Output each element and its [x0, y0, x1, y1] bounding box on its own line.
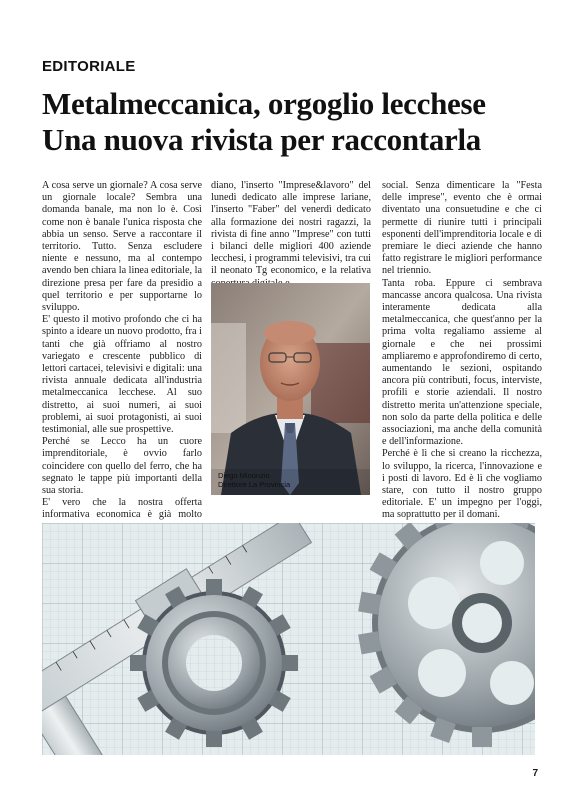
gears-caliper-image — [42, 523, 535, 755]
page-number: 7 — [532, 768, 538, 779]
paragraph: A cosa serve un giornale? A cosa serve un giornale locale? Sembra una domanda banale, ma non lo è. Così come non è banale l'unica risposta che abbia un senso. Serve a raccontare il territorio. Tutto. Senza escludere niente e nessuno, ma al contempo avendo ben chiara la linea editoriale, la direzione presa per fare da presidio a quel territorio e per supportarne lo sviluppo. — [42, 180, 202, 314]
paragraph: E' vero che la nostra offerta informativa economica è già molto — [42, 497, 202, 521]
paragraph: Tanta roba. Eppure ci sembrava mancasse ancora qualcosa. Una rivista interamente dedicata alla metalmeccanica, che quest'anno per la prima volta regaliamo assieme al giornale e che nei prossimi ampliaremo e approfondiremo di certo, aumentando le sezioni, ospitando ancora più contributi, focus, interviste, profili e storie aziendali. Il nostro distretto merita un'attenzione speciale, non solo da parte della politica e delle associazioni, ma anche della comunità e dell'informazione. — [382, 277, 542, 448]
headline-line-2: Una nuova rivista per raccontarla — [42, 122, 481, 157]
article-column-2 — [211, 180, 371, 290]
paragraph: Perché è lì che si creano la ricchezza, lo sviluppo, la ricerca, l'innovazione e i posti di lavoro. Ed è lì che vogliamo stare, con tutto il nostro gruppo editoriale. E' un impegno per l'oggi, ma soprattutto per il domani. — [382, 448, 542, 521]
section-kicker: EDITORIALE — [42, 58, 136, 75]
caption-role: Direttore La Provincia — [218, 480, 291, 489]
paragraph: social. Senza dimenticare la "Festa delle imprese", evento che è ormai diventato una consuetudine e che ci permette di riunire tutti i principali esponenti dell'imprenditoria locale e di premiare le dieci aziende che hanno fatto registrare le migliori performance nel triennio. — [382, 180, 542, 277]
photo-caption — [218, 471, 290, 489]
caption-name: Diego Minonzio — [218, 471, 270, 480]
paragraph: Perché se Lecco ha un cuore imprenditoriale, è ovvio farlo coincidere con quello del ferro, che ha segnato le tappe più importanti della sua storia. — [42, 436, 202, 497]
headline — [42, 86, 542, 158]
author-portrait — [211, 283, 370, 495]
article-column-3 — [382, 180, 542, 522]
article-column-1 — [42, 180, 202, 546]
paragraph: E' questo il motivo profondo che ci ha spinto a ideare un nuovo prodotto, fra i tanti che già offriamo al nostro variegato e crescente pubblico di lettori cartacei, televisivi e digitali: una rivista annuale dedicata all'industria metalmeccanica lecchese. Al suo distretto, ai suoi numeri, ai suoi problemi, ai suoi protagonisti, ai suoi testimonial, alle sue prospettive. — [42, 314, 202, 436]
headline-line-1: Metalmeccanica, orgoglio lecchese — [42, 86, 486, 121]
paragraph: diano, l'inserto "Imprese&lavoro" del lunedì dedicato alle imprese lariane, l'inserto "Faber" del venerdì dedicato alla formazione dei nostri ragazzi, la rivista di fine anno "Imprese" con tutti i bilanci delle migliori 400 aziende lecchesi, i programmi televisivi, tra cui il neonato Tg economico, e la relativa — [211, 180, 371, 277]
